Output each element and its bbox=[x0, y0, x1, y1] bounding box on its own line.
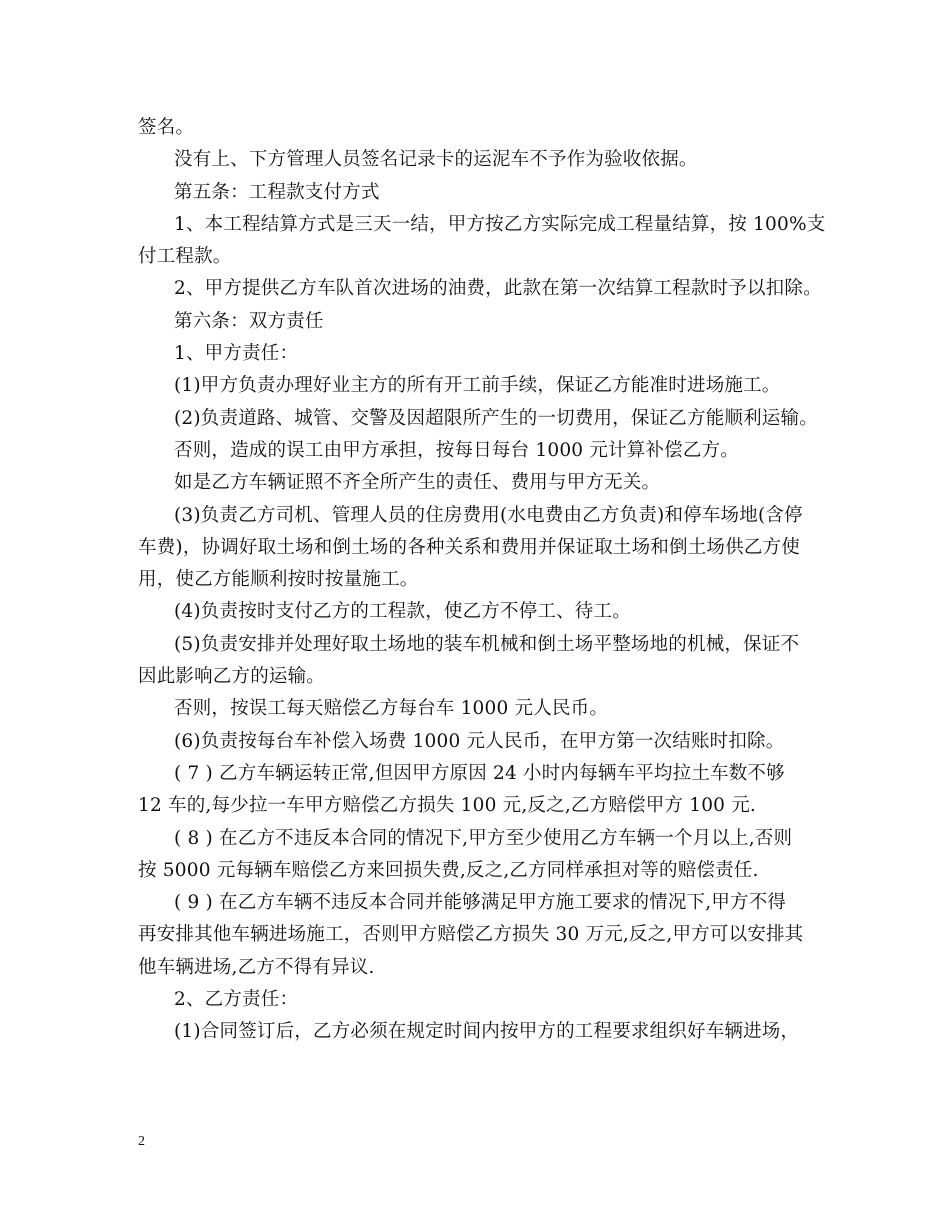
text-line: (1)合同签订后，乙方必须在规定时间内按甲方的工程要求组织好车辆进场， bbox=[174, 1021, 800, 1043]
text-line: (4)负责按时支付乙方的工程款，使乙方不停工、待工。 bbox=[174, 601, 631, 623]
text-line: 如是乙方车辆证照不齐全所产生的责任、费用与甲方无关。 bbox=[174, 472, 661, 494]
text-line: ( 7 ) 乙方车辆运转正常,但因甲方原因 24 小时内每辆车平均拉土车数不够 bbox=[174, 762, 785, 784]
text-line: 付工程款。 bbox=[138, 246, 232, 268]
text-line: 2、乙方责任： bbox=[174, 989, 299, 1011]
text-line: 第五条：工程款支付方式 bbox=[174, 181, 380, 203]
text-line: ( 8 ) 在乙方不违反本合同的情况下,甲方至少使用乙方车辆一个月以上,否则 bbox=[174, 827, 793, 849]
document-body bbox=[138, 112, 826, 1049]
text-line: 用，使乙方能顺利按时按量施工。 bbox=[138, 569, 419, 591]
text-line: 车费)，协调好取土场和倒土场的各种关系和费用并保证取土场和倒土场供乙方使 bbox=[138, 536, 800, 558]
text-line: 2、甲方提供乙方车队首次进场的油费，此款在第一次结算工程款时予以扣除。 bbox=[174, 278, 822, 300]
text-line: 1、本工程结算方式是三天一结，甲方按乙方实际完成工程量结算，按 100%支 bbox=[174, 213, 826, 235]
text-line: ( 9 ) 在乙方车辆不违反本合同并能够满足甲方施工要求的情况下,甲方不得 bbox=[174, 892, 787, 914]
text-line: 再安排其他车辆进场施工，否则甲方赔偿乙方损失 30 万元,反之,甲方可以安排其 bbox=[138, 924, 804, 946]
text-line: (6)负责按每台车补偿入场费 1000 元人民币，在甲方第一次结账时扣除。 bbox=[174, 730, 785, 752]
text-line: 他车辆进场,乙方不得有异议. bbox=[138, 956, 375, 978]
text-line: 否则，按误工每天赔偿乙方每台车 1000 元人民币。 bbox=[174, 698, 609, 720]
text-line: 没有上、下方管理人员签名记录卡的运泥车不予作为验收依据。 bbox=[174, 149, 698, 171]
text-line: (3)负责乙方司机、管理人员的住房费用(水电费由乙方负责)和停车场地(含停 bbox=[174, 504, 803, 526]
text-line: 12 车的,每少拉一车甲方赔偿乙方损失 100 元,反之,乙方赔偿甲方 100 元. bbox=[138, 795, 756, 817]
text-line: (2)负责道路、城管、交警及因超限所产生的一切费用，保证乙方能顺利运输。 bbox=[174, 407, 818, 429]
page-number: 2 bbox=[138, 1134, 145, 1149]
text-line: 第六条：双方责任 bbox=[174, 310, 324, 332]
text-line: 否则，造成的误工由甲方承担，按每日每台 1000 元计算补偿乙方。 bbox=[174, 439, 739, 461]
text-line: 按 5000 元每辆车赔偿乙方来回损失费,反之,乙方同样承担对等的赔偿责任. bbox=[138, 859, 759, 881]
text-line: (1)甲方负责办理好业主方的所有开工前手续，保证乙方能准时进场施工。 bbox=[174, 375, 781, 397]
text-line: 1、甲方责任： bbox=[174, 343, 299, 365]
text-line: (5)负责安排并处理好取土场地的装车机械和倒土场平整场地的机械，保证不 bbox=[174, 633, 800, 655]
text-line: 签名。 bbox=[138, 117, 195, 138]
text-line: 因此影响乙方的运输。 bbox=[138, 666, 326, 688]
